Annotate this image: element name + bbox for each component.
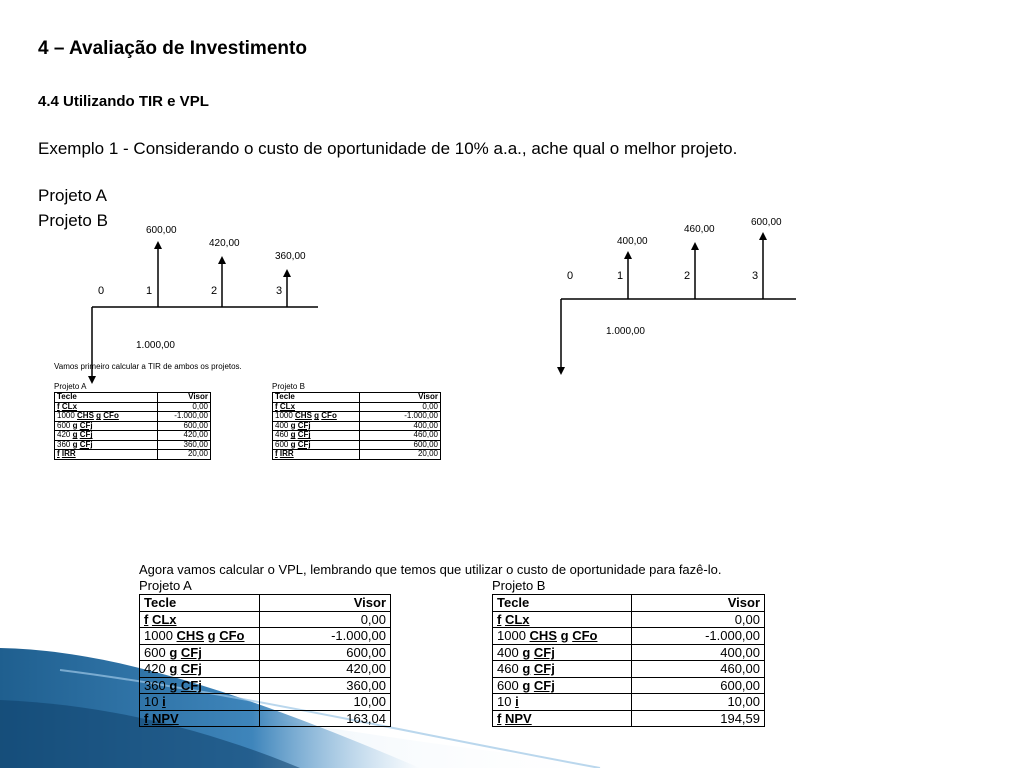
period-a-2: 2 bbox=[211, 285, 218, 297]
calculator-key: CLx bbox=[151, 611, 177, 627]
key-text: 1000 bbox=[497, 628, 530, 644]
calculator-key: CFj bbox=[79, 430, 93, 440]
calculator-key: CHS bbox=[295, 411, 312, 421]
vpl-table-a bbox=[139, 594, 391, 727]
key-sequence bbox=[273, 402, 360, 412]
display-value: 163,04 bbox=[260, 710, 391, 727]
calculator-key: f bbox=[497, 611, 502, 627]
table-row bbox=[273, 402, 441, 412]
calculator-key: g bbox=[169, 677, 178, 693]
key-text: 420 bbox=[144, 661, 170, 677]
display-value: 20,00 bbox=[360, 450, 441, 460]
calculator-key: g bbox=[522, 661, 531, 677]
table-row bbox=[140, 677, 391, 694]
tir-table-b bbox=[272, 392, 441, 460]
calculator-key: g bbox=[169, 644, 178, 660]
calculator-key: CLx bbox=[61, 401, 78, 411]
calculator-key: f bbox=[57, 449, 60, 459]
calculator-key: f bbox=[275, 449, 278, 459]
calculator-key: NPV bbox=[151, 710, 179, 726]
key-sequence bbox=[493, 644, 632, 661]
calculator-key: CFj bbox=[79, 439, 93, 449]
tir-table-a-caption: Projeto A bbox=[54, 382, 87, 391]
display-value: 460,00 bbox=[631, 661, 764, 678]
vpl-table-b bbox=[492, 594, 765, 727]
header-key: Tecle bbox=[493, 595, 632, 612]
table-row bbox=[493, 644, 765, 661]
table-row bbox=[55, 402, 211, 412]
table-row bbox=[493, 611, 765, 628]
key-text: 10 bbox=[497, 694, 516, 710]
key-text: 1000 bbox=[275, 411, 296, 421]
table-row bbox=[55, 431, 211, 441]
key-sequence bbox=[493, 694, 632, 711]
display-value: 0,00 bbox=[631, 611, 764, 628]
vpl-table-b-caption: Projeto B bbox=[492, 578, 546, 593]
key-text: 1000 bbox=[144, 628, 177, 644]
header-display: Visor bbox=[631, 595, 764, 612]
table-row bbox=[140, 694, 391, 711]
calculator-key: IRR bbox=[61, 449, 76, 459]
key-sequence bbox=[55, 431, 158, 441]
tir-note: Vamos primeiro calcular a TIR de ambos os projetos. bbox=[54, 362, 242, 371]
calculator-key: g bbox=[522, 677, 531, 693]
calculator-key: g bbox=[290, 439, 296, 449]
calculator-key: CLx bbox=[279, 401, 296, 411]
inflow-value-b-1: 400,00 bbox=[617, 236, 648, 247]
key-text: 10 bbox=[144, 694, 163, 710]
key-text: 420 bbox=[57, 430, 73, 440]
header-key: Tecle bbox=[140, 595, 260, 612]
inflow-value-a-2: 420,00 bbox=[209, 238, 240, 249]
calculator-key: g bbox=[96, 411, 102, 421]
calculator-key: f bbox=[144, 611, 149, 627]
calculator-key: i bbox=[515, 694, 519, 710]
calculator-key: IRR bbox=[279, 449, 294, 459]
table-row bbox=[273, 412, 441, 422]
calculator-key: CFj bbox=[533, 644, 555, 660]
calculator-key: g bbox=[560, 628, 569, 644]
key-sequence bbox=[140, 611, 260, 628]
key-sequence bbox=[273, 440, 360, 450]
section-subtitle: 4.4 Utilizando TIR e VPL bbox=[38, 93, 209, 110]
display-value: -1.000,00 bbox=[631, 628, 764, 645]
table-row bbox=[55, 440, 211, 450]
calculator-key: CFj bbox=[79, 420, 93, 430]
page-title: 4 – Avaliação de Investimento bbox=[38, 38, 307, 59]
table-row bbox=[140, 661, 391, 678]
calculator-key: CFo bbox=[572, 628, 598, 644]
key-text: 460 bbox=[497, 661, 523, 677]
display-value: 10,00 bbox=[631, 694, 764, 711]
calculator-key: CFo bbox=[103, 411, 119, 421]
calculator-key: CFj bbox=[180, 677, 202, 693]
table-row bbox=[493, 661, 765, 678]
header-display: Visor bbox=[157, 393, 210, 403]
header-key: Tecle bbox=[55, 393, 158, 403]
period-b-2: 2 bbox=[684, 270, 691, 282]
calculator-key: CHS bbox=[529, 628, 557, 644]
display-value: 400,00 bbox=[360, 421, 441, 431]
calculator-key: CFo bbox=[321, 411, 337, 421]
tir-table-a bbox=[54, 392, 211, 460]
key-sequence bbox=[493, 677, 632, 694]
calculator-key: g bbox=[72, 420, 78, 430]
key-sequence bbox=[55, 402, 158, 412]
calculator-key: CHS bbox=[77, 411, 94, 421]
table-row bbox=[55, 450, 211, 460]
key-sequence bbox=[273, 431, 360, 441]
key-text: 460 bbox=[275, 430, 291, 440]
display-value: 0,00 bbox=[360, 402, 441, 412]
display-value: 460,00 bbox=[360, 431, 441, 441]
display-value: 0,00 bbox=[157, 402, 210, 412]
key-sequence bbox=[140, 661, 260, 678]
table-row bbox=[55, 421, 211, 431]
calculator-key: f bbox=[275, 401, 278, 411]
calculator-key: CHS bbox=[176, 628, 204, 644]
table-row bbox=[273, 450, 441, 460]
inflow-value-b-3: 600,00 bbox=[751, 217, 782, 228]
calculator-key: f bbox=[144, 710, 149, 726]
inflow-value-b-2: 460,00 bbox=[684, 224, 715, 235]
key-text: 360 bbox=[57, 439, 73, 449]
period-a-1: 1 bbox=[146, 285, 153, 297]
tir-table-b-caption: Projeto B bbox=[272, 382, 305, 391]
key-sequence bbox=[140, 710, 260, 727]
key-sequence bbox=[273, 450, 360, 460]
calculator-key: CFj bbox=[180, 644, 202, 660]
calculator-key: g bbox=[290, 430, 296, 440]
table-row bbox=[273, 421, 441, 431]
calculator-key: g bbox=[72, 439, 78, 449]
key-text: 1000 bbox=[57, 411, 78, 421]
key-sequence bbox=[55, 412, 158, 422]
calculator-key: CFj bbox=[533, 661, 555, 677]
calculator-key: g bbox=[207, 628, 216, 644]
display-value: 10,00 bbox=[260, 694, 391, 711]
calculator-key: i bbox=[162, 694, 166, 710]
calculator-key: CLx bbox=[504, 611, 530, 627]
calculator-key: g bbox=[290, 420, 296, 430]
table-row bbox=[493, 694, 765, 711]
table-row bbox=[140, 710, 391, 727]
display-value: 600,00 bbox=[260, 644, 391, 661]
key-sequence bbox=[140, 644, 260, 661]
inflow-value-a-3: 360,00 bbox=[275, 251, 306, 262]
key-sequence bbox=[493, 710, 632, 727]
key-text: 600 bbox=[144, 644, 170, 660]
display-value: 360,00 bbox=[260, 677, 391, 694]
project-b-label: Projeto B bbox=[38, 211, 108, 230]
calculator-key: NPV bbox=[504, 710, 532, 726]
outflow-value-b: 1.000,00 bbox=[606, 326, 645, 337]
period-b-1: 1 bbox=[617, 270, 624, 282]
table-row bbox=[55, 412, 211, 422]
display-value: -1.000,00 bbox=[260, 628, 391, 645]
key-sequence bbox=[55, 421, 158, 431]
calculator-key: CFo bbox=[219, 628, 245, 644]
display-value: 400,00 bbox=[631, 644, 764, 661]
key-sequence bbox=[140, 694, 260, 711]
header-key: Tecle bbox=[273, 393, 360, 403]
period-a-0: 0 bbox=[98, 285, 105, 297]
key-sequence bbox=[493, 611, 632, 628]
table-row bbox=[140, 611, 391, 628]
display-value: 420,00 bbox=[157, 431, 210, 441]
display-value: 360,00 bbox=[157, 440, 210, 450]
key-text: 600 bbox=[57, 420, 73, 430]
calculator-key: CFj bbox=[180, 661, 202, 677]
calculator-key: g bbox=[169, 661, 178, 677]
display-value: 194,59 bbox=[631, 710, 764, 727]
key-sequence bbox=[55, 450, 158, 460]
key-sequence bbox=[493, 661, 632, 678]
display-value: 420,00 bbox=[260, 661, 391, 678]
period-b-0: 0 bbox=[567, 270, 574, 282]
table-header-row bbox=[140, 595, 391, 612]
display-value: 600,00 bbox=[631, 677, 764, 694]
calculator-key: g bbox=[314, 411, 320, 421]
vpl-table-a-caption: Projeto A bbox=[139, 578, 192, 593]
calculator-key: CFj bbox=[533, 677, 555, 693]
table-header-row bbox=[55, 393, 211, 403]
calculator-key: g bbox=[72, 430, 78, 440]
key-sequence bbox=[140, 677, 260, 694]
table-row bbox=[273, 440, 441, 450]
calculator-key: g bbox=[522, 644, 531, 660]
display-value: 600,00 bbox=[157, 421, 210, 431]
example-intro: Exemplo 1 - Considerando o custo de oportunidade de 10% a.a., ache qual o melhor projeto. bbox=[38, 139, 738, 158]
calculator-key: f bbox=[57, 401, 60, 411]
table-row bbox=[140, 628, 391, 645]
table-header-row bbox=[493, 595, 765, 612]
inflow-value-a-1: 600,00 bbox=[146, 225, 177, 236]
header-display: Visor bbox=[260, 595, 391, 612]
table-row bbox=[140, 644, 391, 661]
period-a-3: 3 bbox=[276, 285, 283, 297]
table-header-row bbox=[273, 393, 441, 403]
vpl-note: Agora vamos calcular o VPL, lembrando que temos que utilizar o custo de oportunidade para fazê-lo. bbox=[139, 562, 722, 577]
display-value: 0,00 bbox=[260, 611, 391, 628]
display-value: -1.000,00 bbox=[360, 412, 441, 422]
calculator-key: CFj bbox=[297, 439, 311, 449]
table-row bbox=[493, 628, 765, 645]
key-sequence bbox=[273, 421, 360, 431]
key-sequence bbox=[273, 412, 360, 422]
calculator-key: f bbox=[497, 710, 502, 726]
table-row bbox=[493, 677, 765, 694]
display-value: 20,00 bbox=[157, 450, 210, 460]
key-text: 400 bbox=[275, 420, 291, 430]
key-text: 400 bbox=[497, 644, 523, 660]
key-text: 600 bbox=[497, 677, 523, 693]
project-a-label: Projeto A bbox=[38, 186, 107, 205]
calculator-key: CFj bbox=[297, 430, 311, 440]
key-text: 360 bbox=[144, 677, 170, 693]
display-value: 600,00 bbox=[360, 440, 441, 450]
key-sequence bbox=[493, 628, 632, 645]
table-row bbox=[493, 710, 765, 727]
key-text: 600 bbox=[275, 439, 291, 449]
display-value: -1.000,00 bbox=[157, 412, 210, 422]
calculator-key: CFj bbox=[297, 420, 311, 430]
table-row bbox=[273, 431, 441, 441]
key-sequence bbox=[55, 440, 158, 450]
outflow-value-a: 1.000,00 bbox=[136, 340, 175, 351]
key-sequence bbox=[140, 628, 260, 645]
period-b-3: 3 bbox=[752, 270, 759, 282]
header-display: Visor bbox=[360, 393, 441, 403]
